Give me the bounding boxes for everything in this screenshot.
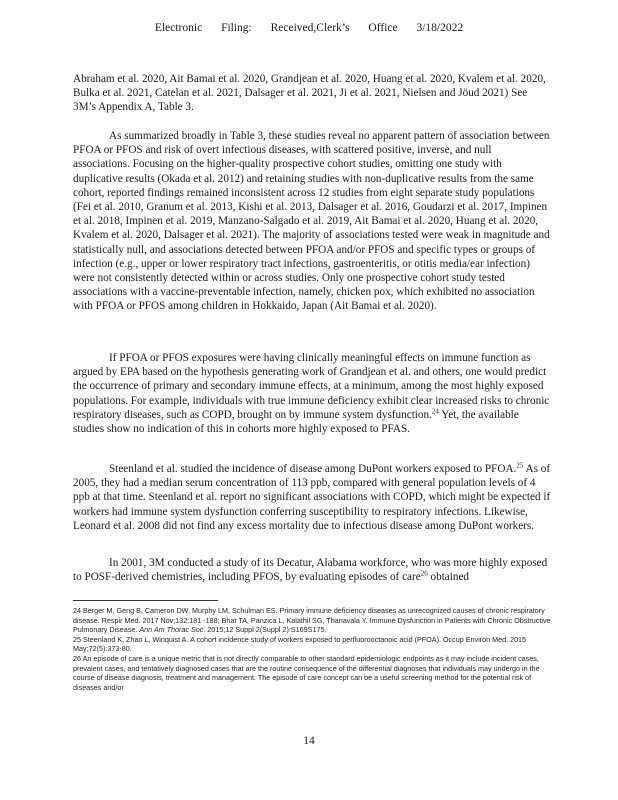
paragraph-3m-decatur-text-a: In 2001, 3M conducted a study of its Decatur, Alabama workforce, who was more highly exposed to POSF-derived chemistries, including PFOS, by evaluating episodes of care — [73, 557, 548, 584]
paragraph-steenland — [73, 462, 551, 533]
page-number: 14 — [303, 735, 315, 747]
paragraph-steenland-text-b: As of 2005, they had a median serum concentration of 113 ppb, compared with general population levels of 4 ppb at that time. Steenland et al. report no significant associations with COPD, which might be expected if workers had immune system dysfunction conferring susceptibility to respiratory infections. Likewise, Leonard et al. 2008 did not find any excess mortality due to infectious disease among DuPont workers. — [73, 463, 551, 532]
paragraph-3m-decatur-text-b: obtained — [427, 571, 470, 584]
paragraph-immune-function — [73, 351, 551, 436]
header-received: Received,Clerk’s — [270, 22, 350, 34]
footnote-25: 25 Steenland K, Zhao L, Winquist A. A cohort incidence study of workers exposed to perfluorooctanoic acid (PFOA). Occup Environ Med. 2015 May;72(5):373-80. — [73, 634, 527, 654]
paragraph-immune-function-text-a: If PFOA or PFOS exposures were having clinically meaningful effects on immune function as argued by EPA based on the hypothesis generating work of Grandjean et al. and others, one would predict the occurrence of primary and secondary immune effects, at a minimum, among the most highly exposed populations. For example, individuals with true immune deficiency exhibit clear increased risks to chronic respiratory diseases, such as COPD, brought on by immune system dysfunction. — [73, 352, 550, 421]
paragraph-table3-summary: As summarized broadly in Table 3, these studies reveal no apparent pattern of association between PFOA or PFOS and risk of overt infectious diseases, with scattered positive, inverse, and null associations. Focusing on the higher-quality prospective cohort studies, omitting one study with duplicative results (Okada et al. 2012) and retaining studies with non-duplicative results from the same cohort, reported findings remained inconsistent across 12 studies from eight separate study populations (Fei et al. 2010, Granum et al. 2013, Kishi et al. 2013, Dalsager et al. 2016, Goudarzi et al. 2017, Impinen et al. 2018, Impinen et al. 2019, Manzano-Salgado et al. 2019, Ait Bamai et al. 2020, Huang et al. 2020, Kvalem et al. 2020, Dalsager et al. 2021). The majority of associations tested were weak in magnitude and statistically null, and associations detected between PFOA and/or PFOS and specific types or groups of infection (e.g., upper or lower respiratory tract infections, gastroenteritis, or otitis media/ear infection) were not consistently detected within or across studies. Only one prospective cohort study tested associations with a vaccine-preventable infection, namely, chicken pox, which exhibited no association with PFOA or PFOS among children in Hokkaido, Japan (Ait Bamai et al. 2020). — [73, 130, 550, 313]
header-date: 3/18/2022 — [416, 22, 464, 34]
footnote-separator — [73, 600, 218, 601]
paragraph-3m-decatur — [73, 556, 551, 584]
footnote-26: 26 An episode of care is a unique metric that is not directly comparable to other standard epidemiologic endpoints as it may include incident cases, prevalent cases, and tentatively diagnosed cases that are the routine consequence of the differential diagnoses that individuals may undergo in the course of disease diagnosis, treatment and management. The episode of care concept can be a useful screening method for the potential risk of diseases and/or — [73, 653, 540, 692]
filing-header — [0, 22, 618, 34]
footnote-24 — [73, 606, 551, 635]
paragraph-immune-function-text-b: Yet, the available studies show no indication of this in cohorts more highly exposed to PFAS. — [73, 408, 519, 436]
footnote-24-journal: Ann Am Thorac Soc — [139, 625, 204, 635]
header-filing: Filing: — [221, 22, 252, 34]
header-office: Office — [368, 22, 398, 34]
footnote-ref-24: 24 — [431, 407, 439, 416]
header-electronic: Electronic — [154, 22, 203, 34]
footnote-24-text-a: 24 Berger M, Geng B, Cameron DW, Murphy LM, Schulman ES. Primary immune deficiency diseases as unrecognized causes of chronic respiratory disease. Respir Med. 2017 Nov;132:181 -188; Bhat TA, Panzica L, Kalathil SG, Thanavala Y. Immune Dysfunction in Patients with Chronic Obstructive Pulmonary Disease. — [73, 606, 551, 635]
paragraph-steenland-text-a: Steenland et al. studied the incidence of disease among DuPont workers exposed to PFOA. — [109, 463, 517, 475]
footnotes — [73, 606, 551, 692]
paragraph-citations: Abraham et al. 2020, Ait Bamai et al. 2020, Grandjean et al. 2020, Huang et al. 2020, Kvalem et al. 2020, Bulka et al. 2021, Catelan et al. 2021, Dalsager et al. 2021, Ji et al. 2021, Nielsen and Jöud 2021) See 3M’s Appendix A, Table 3. — [73, 73, 546, 114]
footnote-ref-25: 25 — [516, 461, 524, 470]
footnote-ref-26: 26 — [420, 569, 428, 578]
footnote-24-text-b: . 2015;12 Suppl 2(Suppl 2):S169S175. — [203, 625, 327, 635]
